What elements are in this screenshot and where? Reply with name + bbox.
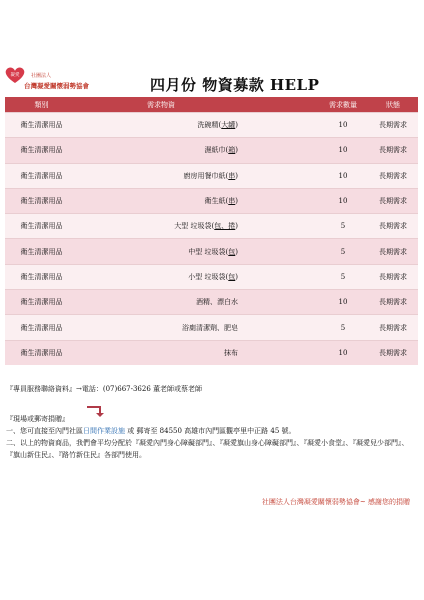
cell-category: 衛生清潔用品 bbox=[5, 163, 78, 188]
cell-quantity: 10 bbox=[318, 188, 368, 213]
cell-item: 廚房用餐巾紙(串) bbox=[78, 163, 244, 188]
cell-spacer bbox=[244, 315, 318, 340]
cell-quantity: 5 bbox=[318, 214, 368, 239]
cell-item: 浴廁清潔劑、肥皂 bbox=[78, 315, 244, 340]
cell-spacer bbox=[244, 290, 318, 315]
cell-spacer bbox=[244, 264, 318, 289]
cell-status: 長期需求 bbox=[368, 188, 418, 213]
list-item: 一、您可直接至內門社區日間作業設施 或 郵寄至 84550 高雄市內門區觀亭里中正路 45 號。 bbox=[6, 427, 296, 435]
cell-item: 中型 垃圾袋(包) bbox=[78, 239, 244, 264]
logo-text: 凝愛 bbox=[10, 73, 20, 78]
col-header-spacer bbox=[244, 97, 318, 113]
cell-item: 衛生紙(串) bbox=[78, 188, 244, 213]
donation-list bbox=[6, 425, 416, 461]
table-row bbox=[5, 138, 418, 163]
cell-status: 長期需求 bbox=[368, 163, 418, 188]
contact-label: 『專員服務聯絡資料』 bbox=[6, 385, 76, 393]
cell-category: 衛生清潔用品 bbox=[5, 214, 78, 239]
facility-link[interactable]: 日間作業設施 bbox=[83, 427, 125, 435]
contact-phone: 電話：(07)667-3626 董老師或蔡老師 bbox=[81, 385, 203, 393]
cell-quantity: 10 bbox=[318, 113, 368, 138]
cell-status: 長期需求 bbox=[368, 214, 418, 239]
donation-heading: 『現場或郵寄捐贈』 bbox=[6, 415, 69, 423]
table-row bbox=[5, 340, 418, 365]
arrow-right-icon: → bbox=[76, 385, 82, 393]
table-header-row bbox=[5, 97, 418, 113]
cell-spacer bbox=[244, 163, 318, 188]
cell-spacer bbox=[244, 239, 318, 264]
cell-quantity: 5 bbox=[318, 239, 368, 264]
cell-quantity: 5 bbox=[318, 264, 368, 289]
cell-item: 洗碗精(大罐) bbox=[78, 113, 244, 138]
cell-spacer bbox=[244, 138, 318, 163]
cell-category: 衛生清潔用品 bbox=[5, 264, 78, 289]
col-header-status: 狀態 bbox=[368, 97, 418, 113]
table-row bbox=[5, 113, 418, 138]
cell-item: 抹布 bbox=[78, 340, 244, 365]
list-item: 二、以上的物資商品，我們會平均分配於『凝愛內門身心障礙部門』、『凝愛旗山身心障礙部門』、『凝愛小食堂』、『凝愛兒少部門』、『旗山新住民』、『路竹新住民』各部門使用。 bbox=[6, 439, 409, 459]
cell-item: 大型 垃圾袋(包、捲) bbox=[78, 214, 244, 239]
cell-category: 衛生清潔用品 bbox=[5, 315, 78, 340]
cell-quantity: 10 bbox=[318, 340, 368, 365]
org-type: 社團法人 bbox=[31, 73, 52, 79]
table-row bbox=[5, 315, 418, 340]
cell-quantity: 10 bbox=[318, 290, 368, 315]
col-header-category: 類別 bbox=[5, 97, 78, 113]
cell-item: 小型 垃圾袋(包) bbox=[78, 264, 244, 289]
cell-item: 濕紙巾(箱) bbox=[78, 138, 244, 163]
cell-quantity: 10 bbox=[318, 163, 368, 188]
cell-category: 衛生清潔用品 bbox=[5, 340, 78, 365]
table-row bbox=[5, 264, 418, 289]
col-header-quantity: 需求數量 bbox=[318, 97, 368, 113]
table-row bbox=[5, 239, 418, 264]
association-logo bbox=[4, 66, 26, 84]
cell-status: 長期需求 bbox=[368, 290, 418, 315]
org-name: 台灣凝愛關懷弱勢協會 bbox=[24, 82, 89, 90]
cell-quantity: 10 bbox=[318, 138, 368, 163]
table-row bbox=[5, 214, 418, 239]
cell-status: 長期需求 bbox=[368, 138, 418, 163]
cell-item: 酒精、漂白水 bbox=[78, 290, 244, 315]
col-header-item: 需求物資 bbox=[78, 97, 244, 113]
footer-thanks: 社團法人台灣凝愛關懷弱勢協會~ 感謝您的捐贈 bbox=[261, 498, 410, 506]
cell-category: 衛生清潔用品 bbox=[5, 290, 78, 315]
bent-arrow-icon bbox=[86, 404, 108, 418]
cell-status: 長期需求 bbox=[368, 239, 418, 264]
supplies-table bbox=[5, 97, 418, 365]
table-row bbox=[5, 163, 418, 188]
cell-category: 衛生清潔用品 bbox=[5, 113, 78, 138]
cell-spacer bbox=[244, 113, 318, 138]
cell-category: 衛生清潔用品 bbox=[5, 239, 78, 264]
cell-category: 衛生清潔用品 bbox=[5, 138, 78, 163]
page-title: 四月份 物資募款 HELP bbox=[150, 76, 320, 94]
table-row bbox=[5, 188, 418, 213]
cell-spacer bbox=[244, 188, 318, 213]
cell-category: 衛生清潔用品 bbox=[5, 188, 78, 213]
cell-status: 長期需求 bbox=[368, 113, 418, 138]
table-row bbox=[5, 290, 418, 315]
cell-spacer bbox=[244, 340, 318, 365]
cell-status: 長期需求 bbox=[368, 264, 418, 289]
contact-info bbox=[6, 384, 202, 394]
cell-spacer bbox=[244, 214, 318, 239]
cell-status: 長期需求 bbox=[368, 315, 418, 340]
cell-quantity: 5 bbox=[318, 315, 368, 340]
cell-status: 長期需求 bbox=[368, 340, 418, 365]
